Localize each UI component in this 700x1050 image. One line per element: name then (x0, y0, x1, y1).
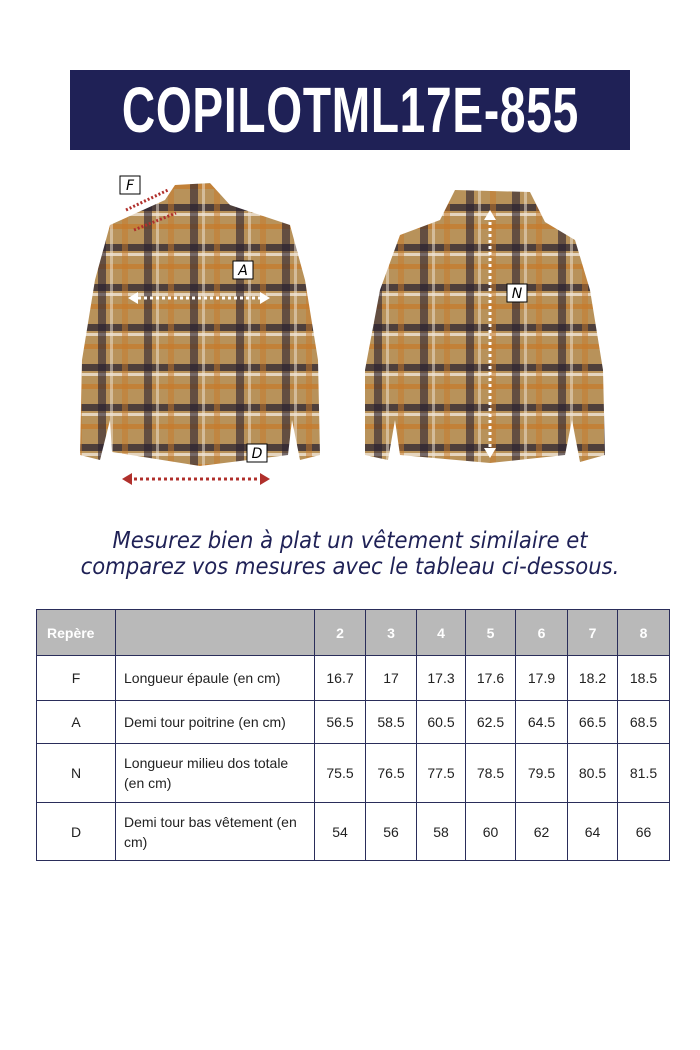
table-row (37, 744, 670, 803)
cell-value: 16.7 (315, 656, 366, 701)
row-label: Longueur milieu dos totale (en cm) (116, 744, 315, 803)
cell-value: 58.5 (366, 701, 417, 744)
product-reference-title: COPILOTML17E-855 (121, 74, 579, 146)
cell-value: 64 (568, 803, 618, 861)
shirt-front (80, 183, 320, 466)
cell-value: 62 (516, 803, 568, 861)
instructions-line-1: Mesurez bien à plat un vêtement similaire et (112, 528, 588, 554)
table-header-row (37, 610, 670, 656)
cell-value: 60 (466, 803, 516, 861)
cell-value: 66 (618, 803, 670, 861)
svg-text:A: A (238, 263, 248, 279)
row-label: Demi tour bas vêtement (en cm) (116, 803, 315, 861)
table-row (37, 656, 670, 701)
cell-value: 60.5 (417, 701, 466, 744)
cell-value: 81.5 (618, 744, 670, 803)
shirt-measurement-diagram (0, 160, 700, 500)
measuring-instructions (28, 528, 672, 580)
row-marker: N (37, 744, 116, 803)
cell-value: 17 (366, 656, 417, 701)
cell-value: 79.5 (516, 744, 568, 803)
cell-value: 75.5 (315, 744, 366, 803)
row-marker: F (37, 656, 116, 701)
title-banner (70, 70, 630, 150)
header-size: 2 (315, 610, 366, 656)
header-size: 6 (516, 610, 568, 656)
cell-value: 56.5 (315, 701, 366, 744)
header-description (116, 610, 315, 656)
cell-value: 62.5 (466, 701, 516, 744)
header-marker: Repère (37, 610, 116, 656)
cell-value: 77.5 (417, 744, 466, 803)
cell-value: 17.6 (466, 656, 516, 701)
cell-value: 78.5 (466, 744, 516, 803)
cell-value: 66.5 (568, 701, 618, 744)
row-label: Demi tour poitrine (en cm) (116, 701, 315, 744)
header-size: 7 (568, 610, 618, 656)
marker-d (247, 444, 267, 462)
header-size: 4 (417, 610, 466, 656)
table-row (37, 803, 670, 861)
cell-value: 17.9 (516, 656, 568, 701)
cell-value: 76.5 (366, 744, 417, 803)
shirt-back (365, 190, 605, 463)
cell-value: 18.2 (568, 656, 618, 701)
table-row (37, 701, 670, 744)
size-chart-table (36, 609, 670, 861)
cell-value: 68.5 (618, 701, 670, 744)
cell-value: 18.5 (618, 656, 670, 701)
cell-value: 56 (366, 803, 417, 861)
cell-value: 64.5 (516, 701, 568, 744)
header-size: 5 (466, 610, 516, 656)
row-marker: D (37, 803, 116, 861)
row-label: Longueur épaule (en cm) (116, 656, 315, 701)
svg-text:N: N (511, 286, 523, 302)
cell-value: 80.5 (568, 744, 618, 803)
row-marker: A (37, 701, 116, 744)
svg-text:D: D (251, 446, 263, 462)
header-size: 8 (618, 610, 670, 656)
header-size: 3 (366, 610, 417, 656)
instructions-line-2: comparez vos mesures avec le tableau ci-dessous. (80, 554, 620, 580)
marker-n (507, 284, 527, 302)
cell-value: 58 (417, 803, 466, 861)
svg-text:F: F (125, 178, 135, 194)
marker-f (120, 176, 140, 194)
cell-value: 54 (315, 803, 366, 861)
cell-value: 17.3 (417, 656, 466, 701)
marker-a (233, 261, 253, 279)
